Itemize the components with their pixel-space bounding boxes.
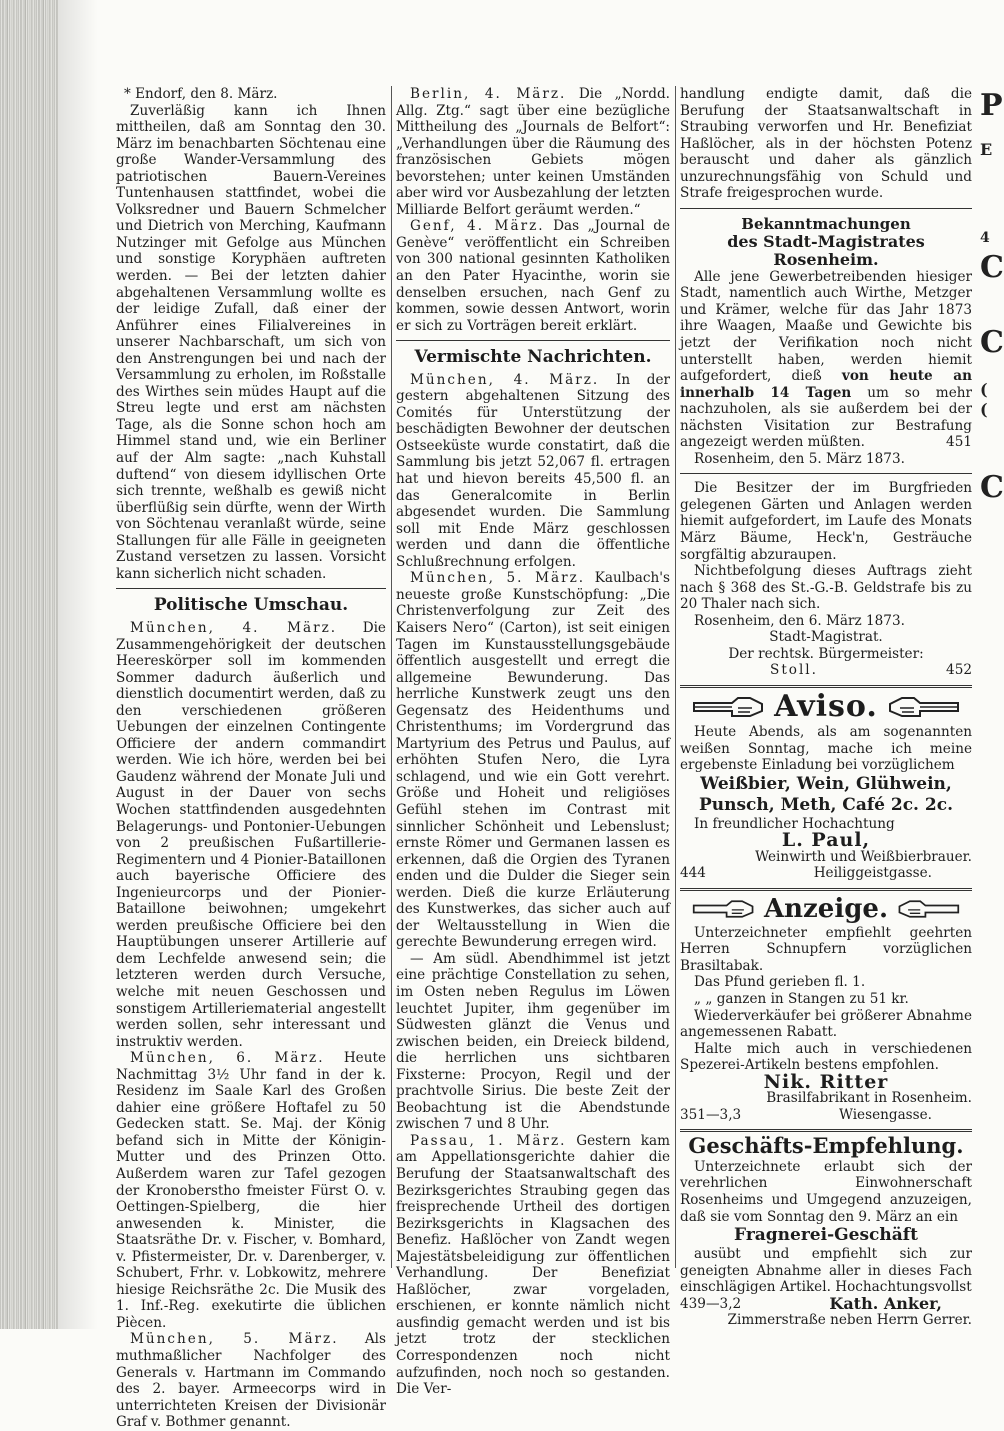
pointing-hand-right-icon [692,897,756,921]
divider [680,888,972,891]
place-label: München, 4. März. [130,619,338,636]
notice-text: Alle jene Gewerbetreibenden hiesiger Stadt, namentlich auch Wirthe, Metzger und Krämer, welche für das Jahr 1873 ihre Waagen, Maaße und Gewichte bis jetzt der Verifikation noch nicht unterstellt haben, werden hiemit aufgefordert, dieß [680,268,972,385]
divider [680,473,972,474]
aviso-header [680,688,972,724]
anzeige-recommend: Halte mich auch in verschiedenen Spezerei-Artikeln bestens empfohlen. [680,1040,972,1074]
notice-date: Rosenheim, den 5. März 1873. [694,450,905,467]
aviso-drinks-1: Weißbier, Wein, Glühwein, [700,773,952,794]
place-label: Passau, 1. März. [410,1132,567,1149]
place-label: München, 4. März. [410,371,600,388]
place-label: Berlin, 4. März. [410,86,567,102]
article-continuation: handlung endigte damit, daß die Berufung der Staatsanwaltschaft in Straubing verworfen und Hr. Benefiziat Haßlöcher, als in der höchsten Potenz berauscht und daher als gänzlich unzurechnungsfähig von Schuld und Strafe freigesprochen wurde. [680,86,972,202]
aviso-footer [680,865,972,882]
article-berlin [396,86,670,218]
notice-penalty: Nichtbefolgung dieses Auftrags zieht nach § 368 des St.-G.-B. Geldstrafe bis zu 20 Thaler nach sich. [680,563,972,613]
article-muenchen-4 [116,620,386,1050]
column-2 [396,86,670,1398]
article-endorf: Zuverläßig kann ich Ihnen mittheilen, daß am Sonntag den 30. März im benachbarten Söchtenau eine große Wander-Versammlung des patriotischen Bauern-Vereines Tuntenhausen stattfindet, wobei die Volksredner und Bauern Schmelcher und Dietrich von Merching, Kaufmann Nutzinger mit Gefolge aus München und sonstige Koryphäen auftreten werden. — Bei der letzten dahier abgehaltenen Versammlung wollte es der leidige Zufall, daß einer der Anführer eines Filialvereines in unserer Nachbarschaft, um sich von den Anstrengungen bei und nach der Versammlung zu erholen, im Roßstalle des Wirthes sein müdes Haupt auf die Streu legte und erst am nächsten Tage, als die Sonne schon hoch am Himmel stand und, wie ein Berliner auf der Alm sagte: „nach Kuhstall duftend“ von diesem idyllischen Orte sich trennte, weßhalb es gewiß nicht überflüßig sein dürfte, wenn der Wirth von Söchtenau veranlaßt würde, seine Stallungen für alle Fälle in geeigneten Zustand versetzen zu lassen. Vorsicht kann sicherlich nicht schaden. [116,102,386,582]
aviso-title: Aviso. [774,688,878,724]
heading-politische-umschau: Politische Umschau. [153,595,349,616]
article-text: Heute Nachmittag 3½ Uhr fand in der k. Residenz im Saale Karl des Großen dahier eine größere Hoftafel zu 50 Gedecken statt. Se. Maj. der König befand sich in Mitte der Königin-Mutter und des Prinzen Otto. Außerdem waren zur Tafel gezogen der Kronoberstho fmeister Fürst O. v. Oettingen-Spielberg, die hier anwesenden k. Minister, die Staatsräthe Dr. v. Fischer, v. Bomhard, v. Pfistermeister, Dr. v. Darenberger, v. Schubert, Frhr. v. Lobkowitz, mehrere hiesige Reichsräthe 2c. Die Musik des 1. Inf.-Reg. exekutirte die üblichen Piècen. [116,1050,386,1331]
notice-number: 452 [946,662,972,679]
article-sammlung [396,372,670,571]
ad-number: 439—3,2 [680,1295,742,1312]
edge-glyph: P [980,88,1003,123]
edge-glyph: E [980,140,993,159]
notice-weights [680,269,972,451]
signature-title: Der rechtsk. Bürgermeister: [728,645,924,662]
pointing-hand-right-icon [692,694,766,720]
article-text: Die Zusammengehörigkeit der deutschen Heereskörper soll im kommenden Sommer dadurch äußerlich und dienstlich documentirt werden, daß zu den verschiedenen größeren Uebungen der einzelnen Contingente Officiere der andern commandirt werden. Wie ich höre, werden bei bei Gaudenz während der Monate Juli und August in der Dauer von sechs Wochen stattfindenden ausgedehnten Belagerungs- und Pontonier-Uebungen von 2 preußischen Fußartillerie-Regimentern und 4 Pionier-Bataillonen auch bayerische Officiere des Ingenieurcorps und der Pionier-Bataillone beiwohnen; umgekehrt werden preußische Officiere bei den Hauptübungen unserer Artillerie auf dem Lechfelde anwesend sein; die letzteren werden durch Versuche, welche mit neuen Geschossen und sonstigem Artilleriematerial angestellt werden sollen, sehr interessant und instruktiv werden. [116,619,386,1050]
article-text: Das „Journal de Genève“ veröffentlicht ein Schreiben von 300 national gesinnten Katholiken an den Pater Hyacinthe, worin sie denselben ersuchen, nach Genf zu kommen, sowie dessen Antwort, worin er sich zu Vorträgen bereit erklärt. [396,218,670,334]
signature-row [680,662,972,679]
pointing-hand-left-icon [886,694,960,720]
divider [396,340,670,341]
aviso-address: Heiliggeistgasse. [813,865,932,882]
notice-deadline: von heute an innerhalb 14 Tagen [680,368,972,401]
anzeige-title: Anzeige. [763,893,889,924]
page-shadow [58,0,98,1329]
notice-gardens: Die Besitzer der im Burgfrieden gelegenen Gärten und Anlagen werden hiemit aufgefordert, im Laufe des Monats März Bäume, Heck'n, Gesträuche sorgfältig abzuraupen. [680,480,972,563]
aviso-greeting: In freundlicher Hochachtung [694,815,895,832]
article-text: Kaulbach's neueste große Kunstschöpfung: „Die Christenverfolgung zur Zeit des Kaisers Nero“ (Carton), ist seit einigen Tagen im Kunstausstellungsgebäude öffentlich ausgestellt und erregt die allgemeine Bewunderung. Das herrliche Kunstwerk zeugt uns den Gegensatz des Heidenthums und Christenthums; im Vordergrund das Martyrium des Petrus und Paulus, auf erhöhten Stufen Nero, die Lyra schlagend, und wie ein Gott verehrt. Größe und Hoheit und religiöses Gefühl stehen im Contrast mit sinnlicher Schönheit und Lebenslust; ernste Römer und Germanen lassen es erkennen, daß die Orgien des Tyranen enden und die Dulder die Sieger sein werden. Dieß die kurze Erläuterung des Kunstwerkes, das sicher auch auf der Weltausstellung in Wien die gerechte Bewunderung erregen wird. [396,570,670,951]
column-1 [116,86,386,1431]
place-label: Genf, 4. März. [410,218,545,235]
article-passau [396,1133,670,1398]
anzeige-price-1: Das Pfund gerieben fl. 1. [694,974,866,991]
anzeige-footer [680,1107,972,1124]
divider [116,588,386,589]
notice-date: Rosenheim, den 6. März 1873. [694,612,905,629]
geschaefts-address: Zimmerstraße neben Herrn Gerrer. [727,1312,972,1329]
magistrat-title: des Stadt-Magistrates Rosenheim. [727,231,925,269]
article-kaulbach [396,570,670,951]
aviso-name: L. Paul, [781,829,871,852]
anzeige-price-2: „ „ ganzen in Stangen zu 51 kr. [694,990,909,1007]
edge-glyph: C [980,250,1004,285]
divider [680,685,972,688]
place-label: München, 5. März. [410,570,586,587]
edge-glyph: ( [980,380,988,399]
anzeige-address: Wiesengasse. [838,1106,932,1123]
ad-number: 351—3,3 [680,1106,742,1123]
pointing-hand-left-icon [896,897,960,921]
divider [680,1129,972,1132]
article-text: Die „Nordd. Allg. Ztg.“ sagt über eine bezügliche Mittheilung des „Journals de Belfort“: „Verhandlungen über die Räumung des französischen Gebiets mögen bevorstehen; unter keinen Umständen aber wird vor Ausbezahlung der letzten Milliarde Belfort geräumt werden.“ [396,86,671,218]
aviso-text: Heute Abends, als am sogenannten weißen Sonntag, mache ich meine ergebenste Einladung bei vorzüglichem [680,723,972,774]
article-abendhimmel: — Am südl. Abendhimmel ist jetzt eine prächtige Constellation zu sehen, im Osten neben Regulus im Löwen leuchtet Jupiter, ihm gegenüber im Südwesten glänzt die Venus und zwischen beiden, ein Dreieck bildend, die herrlichen uns sichtbaren Fixsterne: Procyon, Regil und der prachtvolle Sirius. Die beste Zeit der Beobachtung ist die Abendstunde zwischen 7 und 8 Uhr. [396,950,670,1133]
geschaefts-name: Kath. Anker, [829,1293,942,1313]
anzeige-job: Brasilfabrikant in Rosenheim. [766,1090,972,1107]
anzeige-rebate: Wiederverkäufer bei größerer Abnahme angemessenen Rabatt. [680,1007,972,1041]
aviso-drinks-2: Punsch, Meth, Café 2c. 2c. [698,794,953,815]
geschaefts-footer [680,1293,972,1313]
edge-glyph: C [980,325,1004,360]
anzeige-name: Nik. Ritter [763,1070,889,1093]
column-divider [391,86,392,1268]
notice-text: um so mehr nachzuholen, als sie außerdem bei der nächsten Visitation zur Bestrafung angezeigt werden müßten. [680,384,972,451]
aviso-job: Weinwirth und Weißbierbrauer. [755,848,972,865]
next-page-edge [978,0,1004,1329]
edge-glyph: ( [980,400,988,419]
article-text: Gestern kam am Appellationsgerichte dahier die Berufung der Staatsanwaltschaft des Bezirksgerichtes Straubing gegen das freisprechende Urtheil des dortigen Bezirksgerichts in Klagsachen des Benefiz. Haßlöcher von Zandt wegen Majestätsbeleidigung zur öffentlichen Verhandlung. Der Benefiziat Haßlöcher, zwar vorgeladen, erschienen, er konnte nämlich nicht ausfindig gemacht werden und ist bis jetzt trotz der stecklichen Correspondenzen noch nicht aufzufinden, noch noch so gestanden. Die Ver- [396,1132,670,1398]
article-genf [396,218,670,334]
article-text: Als muthmaßlicher Nachfolger des Generals v. Hartmann im Commando des 2. bayer. Armeecorps wird in unterrichteten Kreisen der Divisionär Graf v. Bothmer genannt. [116,1331,386,1431]
anzeige-text: Unterzeichneter empfiehlt geehrten Herren Schnupfern vorzüglichen Brasiltabak. [680,924,972,974]
place-label: München, 6. März. [130,1050,325,1067]
signature-magistrat: Stadt-Magistrat. [769,629,883,646]
article-text: In der gestern abgehaltenen Sitzung des Comités für Unterstützung der beschädigten Bewohner der deutschen Ostseeküste wurde constatirt, daß die Sammlung bis jetzt 52,067 fl. ertragen hat und hievon bereits 45,500 fl. an das Generalcomite in Berlin abgesendet wurden. Die Sammlung soll mit Ende März geschlossen werden und dann die öffentliche Schlußrechnung erfolgen. [396,371,670,570]
geschaefts-shop: Fragnerei-Geschäft [734,1225,918,1246]
divider [680,208,972,209]
geschaefts-text-2: ausübt und empfiehlt sich zur geneigten Abnahme aller in dieses Fach einschlägigen Artikel. Hochachtungsvollst [680,1246,972,1296]
dateline: * Endorf, den 8. März. [124,86,278,102]
article-muenchen-5 [116,1331,386,1430]
edge-glyph: C [980,470,1004,505]
heading-vermischte-nachrichten: Vermischte Nachrichten. [414,347,652,368]
geschaefts-title: Geschäfts-Empfehlung. [688,1133,964,1159]
book-binding [0,0,58,1329]
geschaefts-text: Unterzeichnete erlaubt sich der verehrlichen Einwohnerschaft Rosenheims und Umgegend anzuzeigen, daß sie vom Sonntag den 9. März an ein [680,1158,972,1225]
bekanntmachungen-title: Bekanntmachungen [741,214,911,233]
column-3 [680,86,972,1329]
notice-number: 451 [946,434,972,451]
column-divider [675,86,676,1268]
ad-number: 444 [680,865,706,882]
article-muenchen-6 [116,1050,386,1331]
place-label: München, 5. März. [130,1331,339,1348]
edge-glyph: 4 [980,230,990,246]
anzeige-header [680,893,972,924]
signature-name: Stoll. [770,662,818,679]
